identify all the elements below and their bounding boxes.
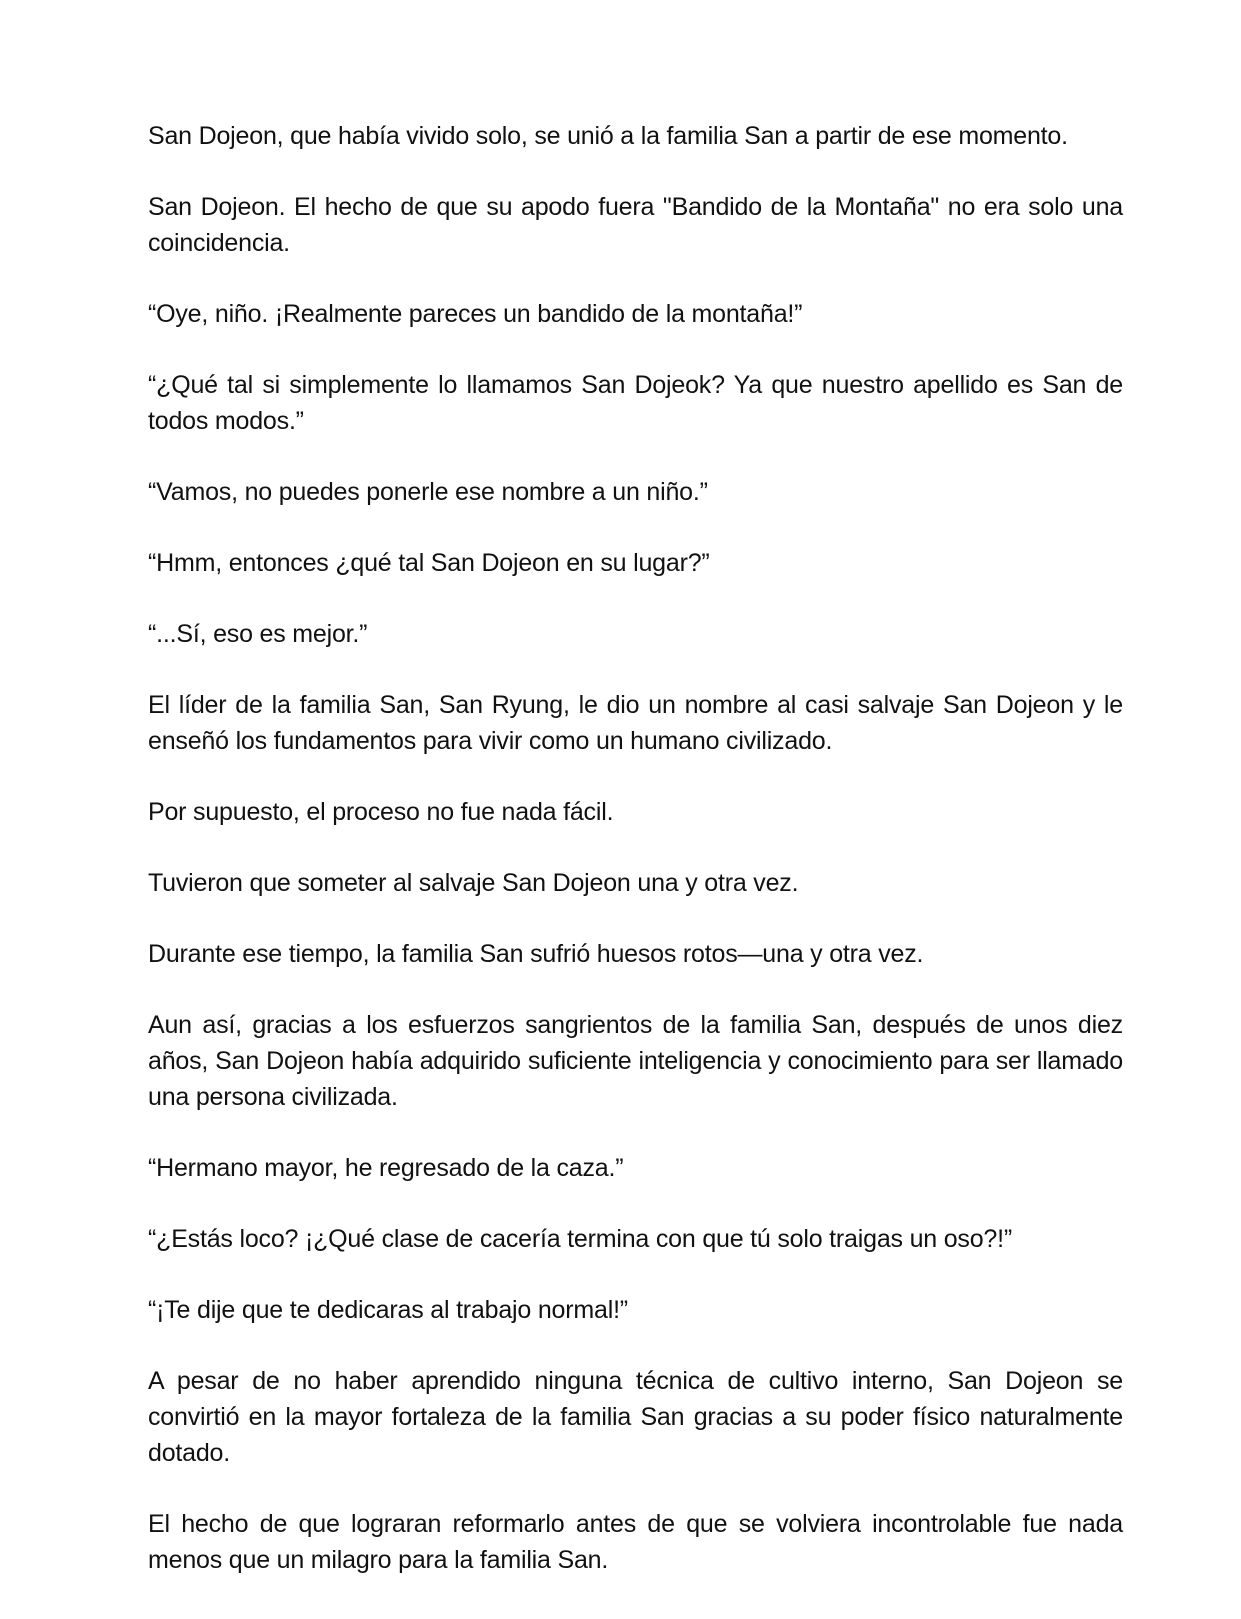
paragraph: “¿Estás loco? ¡¿Qué clase de cacería termina con que tú solo traigas un oso?!” bbox=[148, 1225, 1013, 1253]
paragraph: “Hmm, entonces ¿qué tal San Dojeon en su lugar?” bbox=[148, 549, 710, 577]
paragraph: “¡Te dije que te dedicaras al trabajo normal!” bbox=[148, 1296, 628, 1324]
paragraph: A pesar de no haber aprendido ninguna técnica de cultivo interno, San Dojeon se convirtió en la mayor fortaleza de la familia San gracias a su poder físico naturalmente dotado. bbox=[148, 1367, 1123, 1467]
paragraph: El hecho de que lograran reformarlo antes de que se volviera incontrolable fue nada menos que un milagro para la familia San. bbox=[148, 1510, 1123, 1574]
paragraph: San Dojeon, que había vivido solo, se unió a la familia San a partir de ese momento. bbox=[148, 122, 1068, 150]
paragraph: “¿Qué tal si simplemente lo llamamos San Dojeok? Ya que nuestro apellido es San de todos modos.” bbox=[148, 371, 1123, 435]
paragraph: Por supuesto, el proceso no fue nada fácil. bbox=[148, 798, 614, 826]
paragraph: San Dojeon. El hecho de que su apodo fuera "Bandido de la Montaña" no era solo una coincidencia. bbox=[148, 193, 1123, 257]
paragraph: Tuvieron que someter al salvaje San Dojeon una y otra vez. bbox=[148, 869, 799, 897]
paragraph: Durante ese tiempo, la familia San sufrió huesos rotos—una y otra vez. bbox=[148, 940, 924, 968]
paragraph: Aun así, gracias a los esfuerzos sangrientos de la familia San, después de unos diez años, San Dojeon había adquirido suficiente inteligencia y conocimiento para ser llamado una persona civilizada. bbox=[148, 1011, 1123, 1111]
paragraph: “...Sí, eso es mejor.” bbox=[148, 620, 368, 648]
paragraph: “Vamos, no puedes ponerle ese nombre a un niño.” bbox=[148, 478, 708, 506]
paragraph: “Oye, niño. ¡Realmente pareces un bandido de la montaña!” bbox=[148, 300, 803, 328]
paragraph: El líder de la familia San, San Ryung, le dio un nombre al casi salvaje San Dojeon y le enseñó los fundamentos para vivir como un humano civilizado. bbox=[148, 691, 1123, 755]
document-body bbox=[148, 118, 1123, 1578]
paragraph: “Hermano mayor, he regresado de la caza.” bbox=[148, 1154, 624, 1182]
